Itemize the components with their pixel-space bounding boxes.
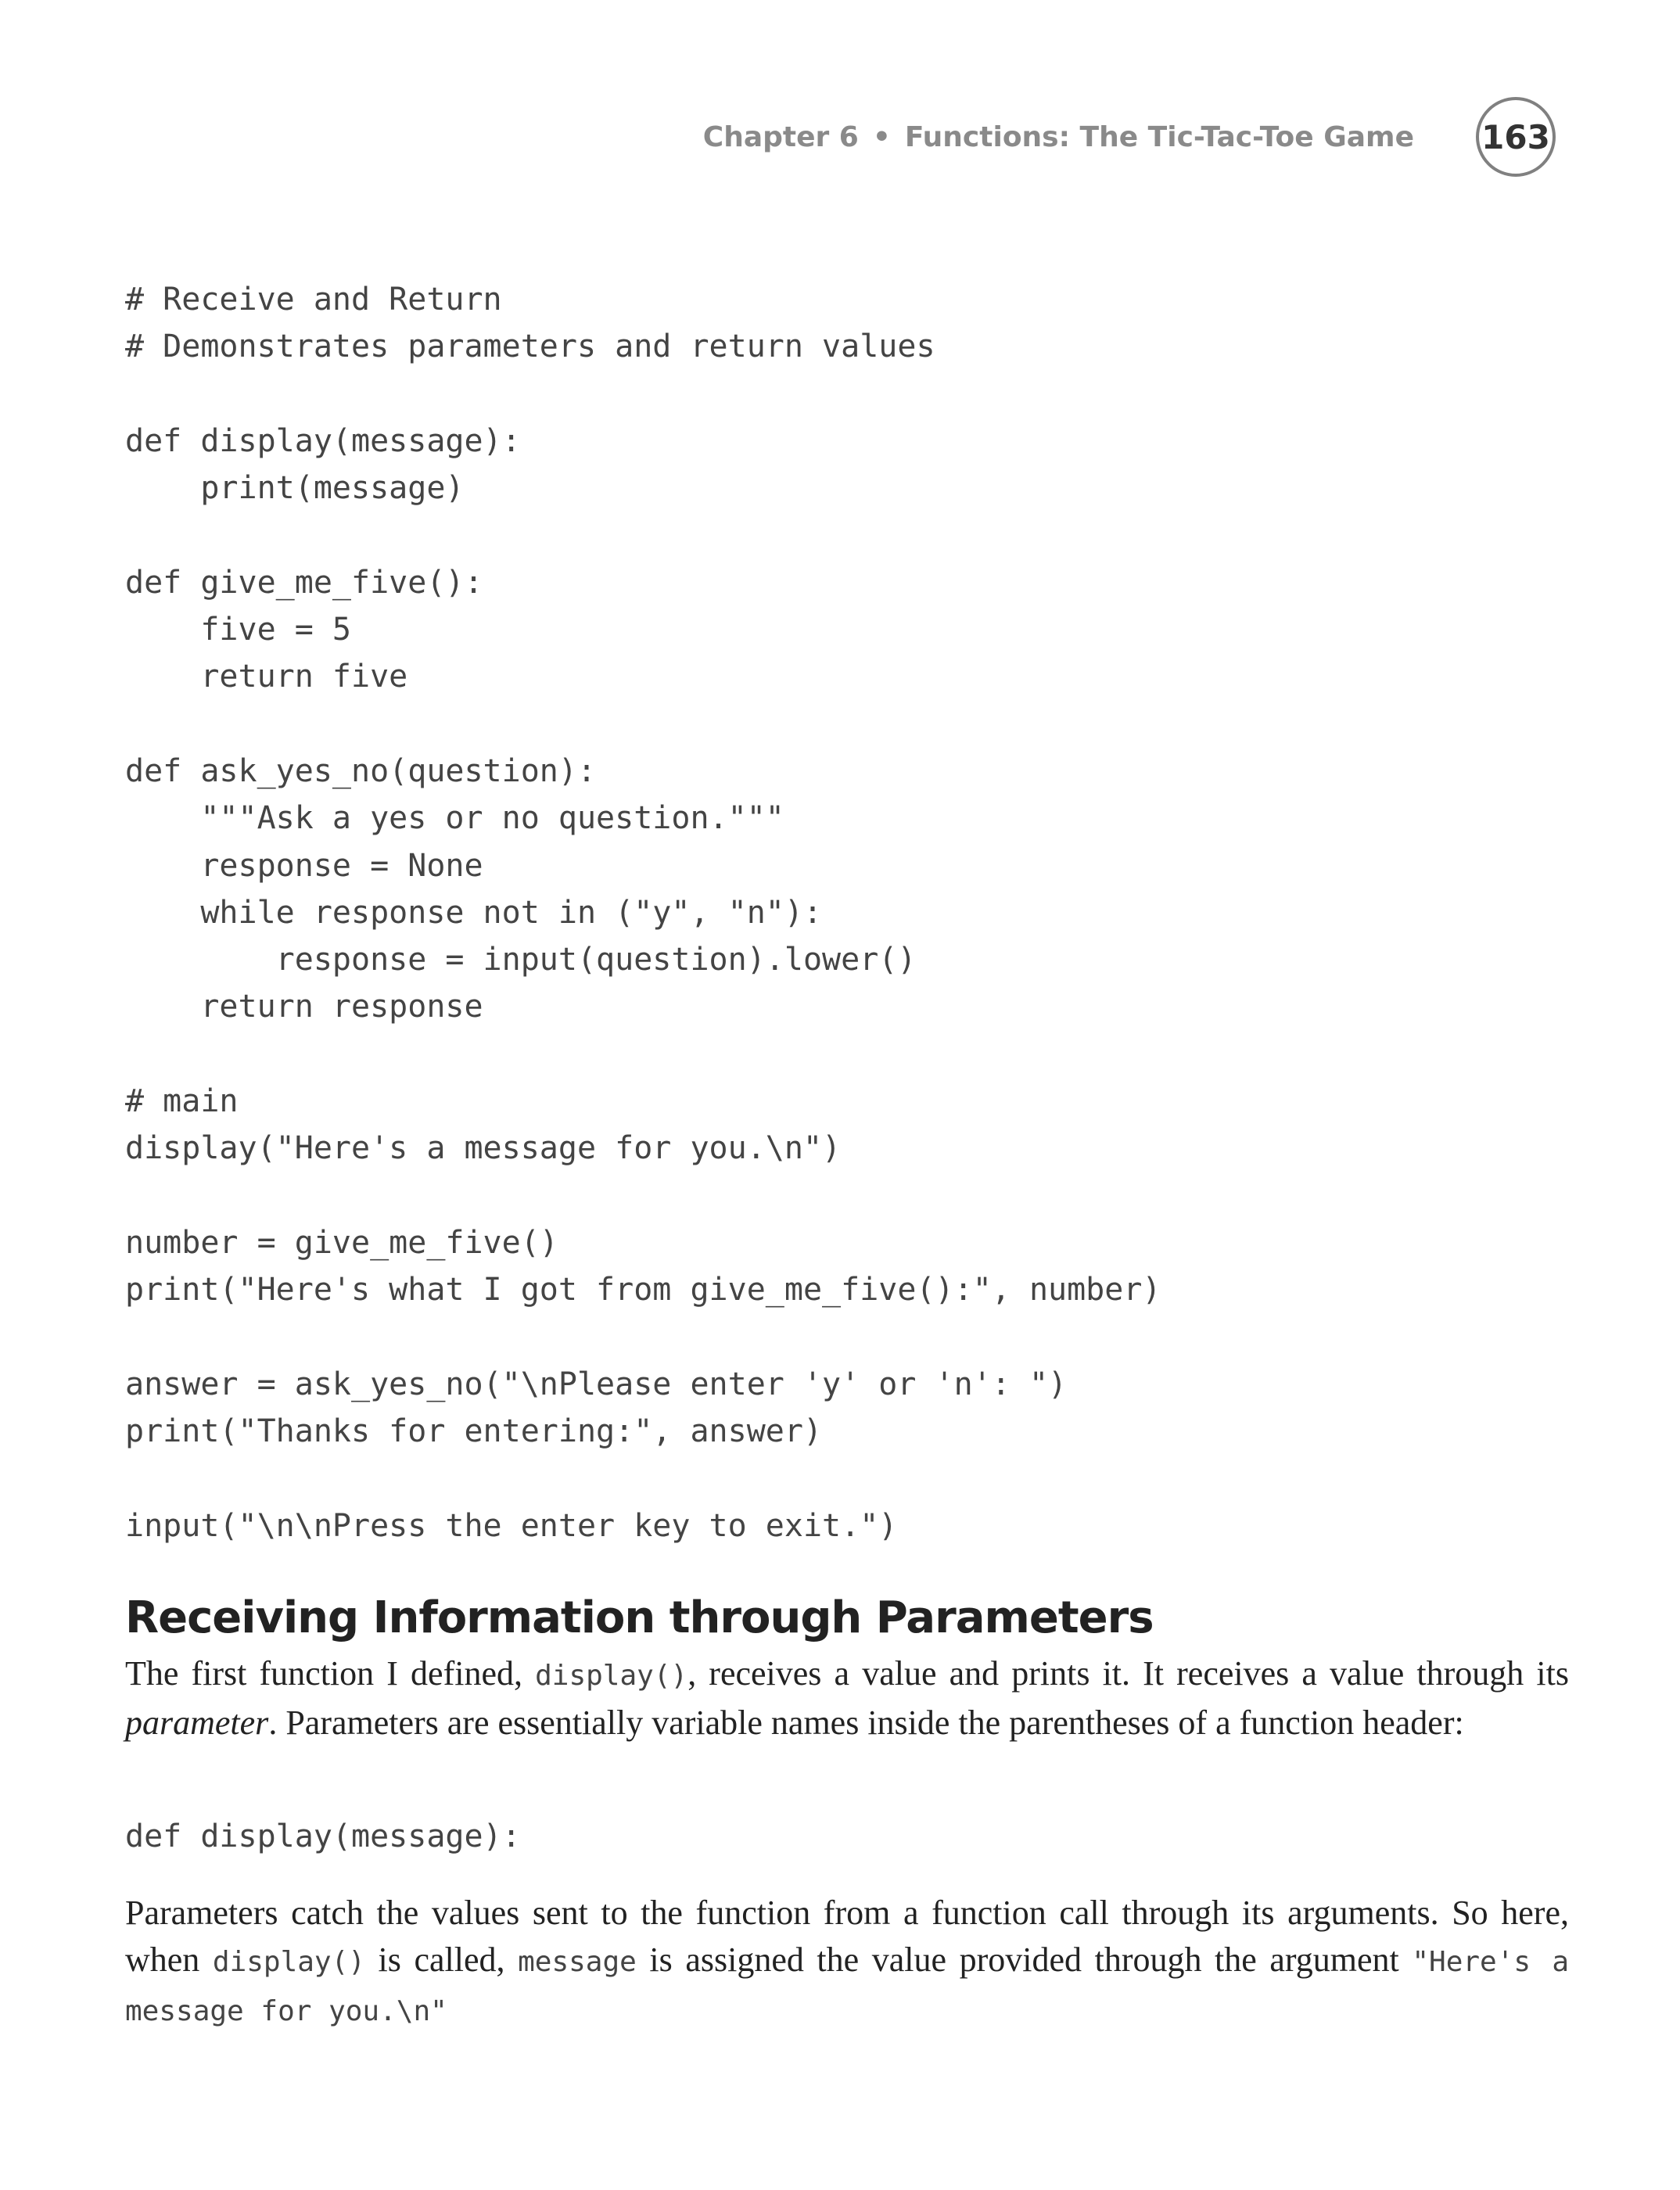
code-example: def display(message): xyxy=(125,1818,521,1854)
chapter-title: Functions: The Tic-Tac-Toe Game xyxy=(904,121,1414,153)
page-number: 163 xyxy=(1476,97,1556,177)
para1-text-2: , receives a value and prints it. It receives a value through its xyxy=(687,1654,1569,1693)
inline-code-display-call: display() xyxy=(212,1946,365,1978)
para2-text-1: Parameters catch the values sent to the function from a function call through its arguments. So here, when xyxy=(125,1894,1569,1979)
para1-text-1: The first function I defined, xyxy=(125,1654,536,1693)
paragraph-parameters-arguments xyxy=(125,1890,1569,2035)
inline-code-argument: "Here's a message for you.\n" xyxy=(125,1946,1569,2027)
para2-text-3: is assigned the value provided through the argument xyxy=(636,1940,1413,1979)
header-separator: • xyxy=(872,121,891,153)
inline-code-display: display() xyxy=(535,1660,688,1692)
inline-code-message: message xyxy=(518,1946,637,1978)
para1-text-3: . Parameters are essentially variable names inside the parentheses of a function header: xyxy=(268,1704,1464,1742)
para2-text-2: is called, xyxy=(364,1940,519,1979)
code-listing: # Receive and Return # Demonstrates parameters and return values def display(message): print(message) def give_me_five(): five = 5 return five def ask_yes_no(question): """Ask a yes or no question.""" response = None while response not in ("y", "n"): response = input(question).lower() return response # main display("Here's a message for you.\n") number = give_me_five() print("Here's what I got from give_me_five():", number) answer = ask_yes_no("\nPlease enter 'y' or 'n': ") print("Thanks for entering:", answer) input("\n\nPress the enter key to exit.") xyxy=(125,282,1161,1544)
emphasis-parameter: parameter xyxy=(125,1704,269,1742)
chapter-label: Chapter 6 xyxy=(702,121,859,153)
paragraph-parameters-intro xyxy=(125,1650,1569,1747)
section-heading: Receiving Information through Parameters xyxy=(125,1592,1154,1643)
running-head xyxy=(703,121,1414,153)
